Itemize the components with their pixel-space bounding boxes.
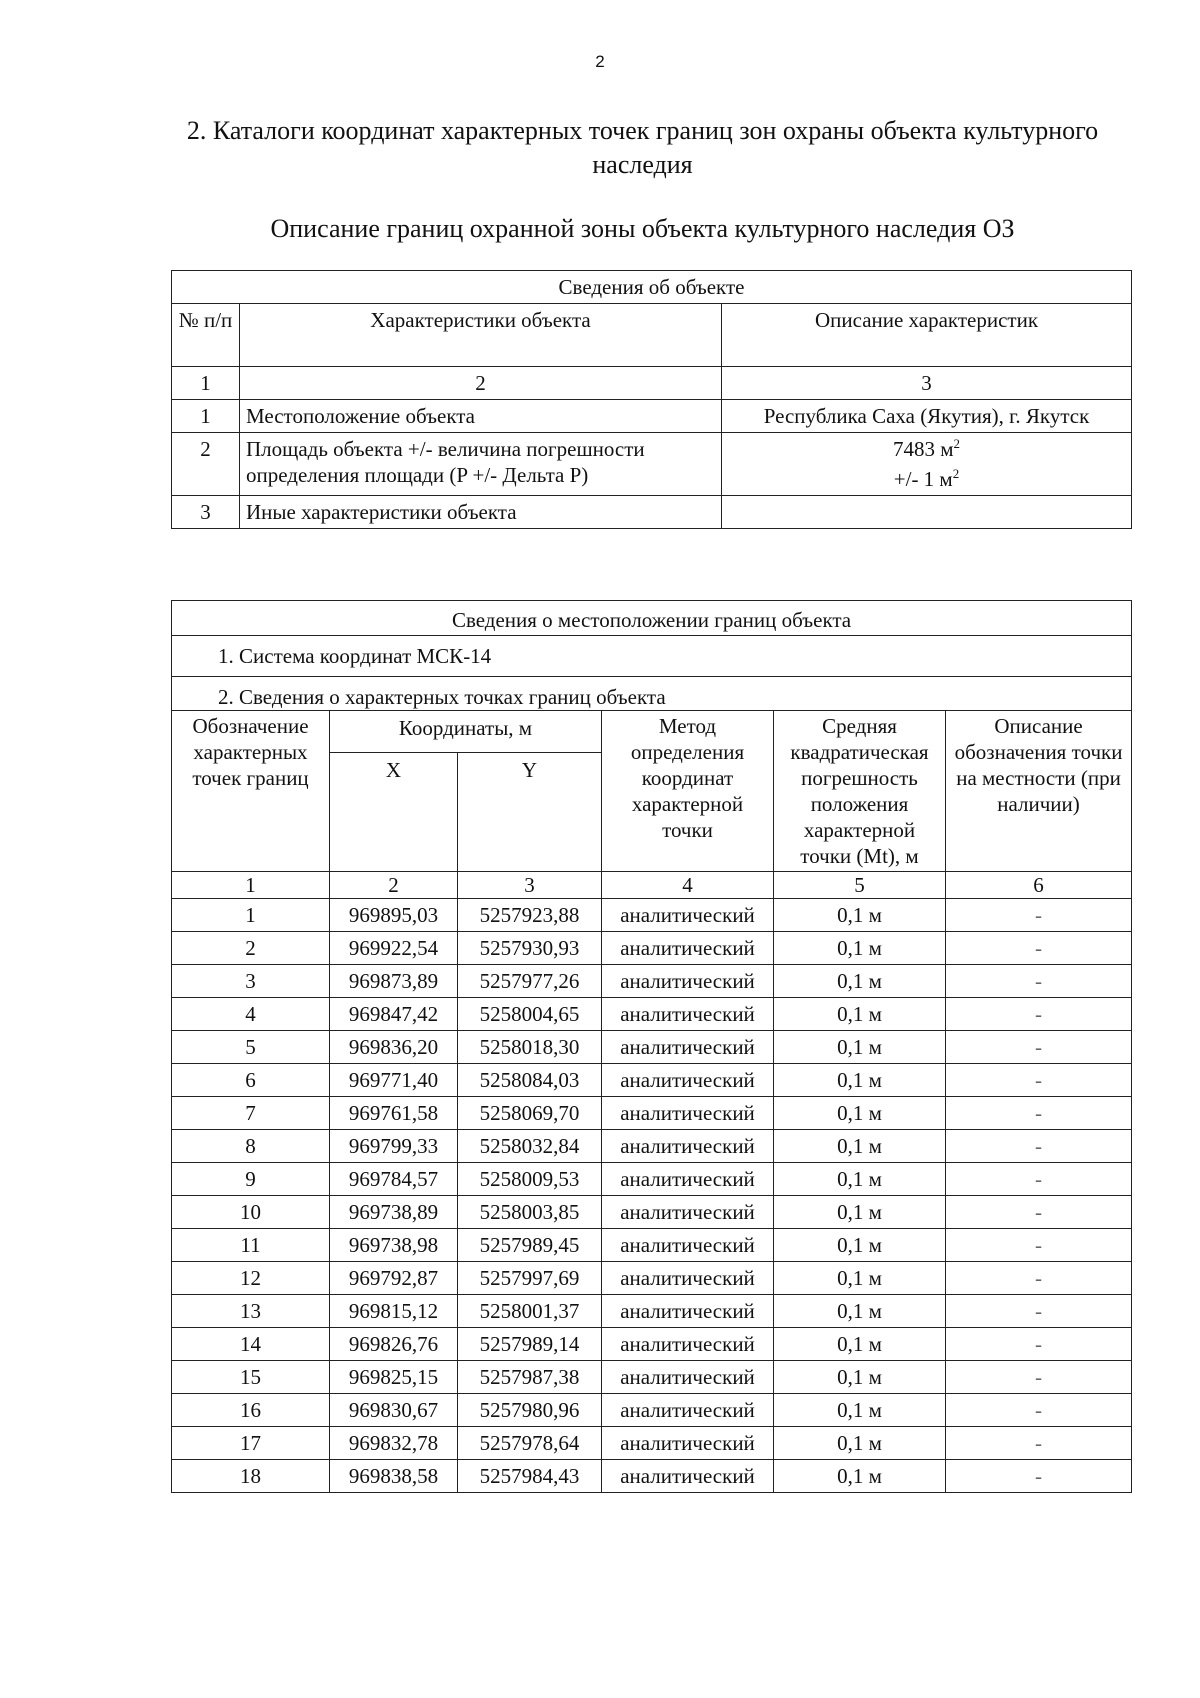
row-characteristic: Иные характеристики объекта (240, 496, 722, 529)
method: аналитический (602, 1130, 774, 1163)
point-description: - (946, 1031, 1132, 1064)
coord-y: 5257930,93 (458, 932, 602, 965)
col-number: 6 (946, 872, 1132, 899)
col-number: 3 (458, 872, 602, 899)
point-description: - (946, 1394, 1132, 1427)
table-row (172, 1097, 1132, 1130)
point-number: 5 (172, 1031, 330, 1064)
col-number: 3 (722, 367, 1132, 400)
tolerance-unit-exponent: 2 (952, 466, 960, 481)
table-row (172, 1229, 1132, 1262)
mean-error: 0,1 м (774, 1328, 946, 1361)
coord-y: 5258009,53 (458, 1163, 602, 1196)
col-header-num: № п/п (172, 304, 240, 367)
method: аналитический (602, 1328, 774, 1361)
points-heading: 2. Сведения о характерных точках границ объекта (172, 677, 1132, 711)
point-number: 1 (172, 899, 330, 932)
point-number: 12 (172, 1262, 330, 1295)
coord-y: 5257978,64 (458, 1427, 602, 1460)
method: аналитический (602, 1262, 774, 1295)
table-row (172, 1031, 1132, 1064)
coord-y: 5258018,30 (458, 1031, 602, 1064)
point-number: 11 (172, 1229, 330, 1262)
object-info-table (171, 270, 1132, 529)
coord-y: 5258004,65 (458, 998, 602, 1031)
point-number: 9 (172, 1163, 330, 1196)
point-number: 13 (172, 1295, 330, 1328)
point-description: - (946, 1097, 1132, 1130)
coord-y: 5257980,96 (458, 1394, 602, 1427)
coord-x: 969825,15 (330, 1361, 458, 1394)
row-description (722, 496, 1132, 529)
table-row (172, 1196, 1132, 1229)
location-table-title: Сведения о местоположении границ объекта (172, 601, 1132, 636)
coord-y: 5258069,70 (458, 1097, 602, 1130)
mean-error: 0,1 м (774, 1229, 946, 1262)
method: аналитический (602, 1295, 774, 1328)
point-number: 2 (172, 932, 330, 965)
point-description: - (946, 965, 1132, 998)
mean-error: 0,1 м (774, 899, 946, 932)
mean-error: 0,1 м (774, 965, 946, 998)
mean-error: 0,1 м (774, 1361, 946, 1394)
row-num: 1 (172, 400, 240, 433)
page-number: 2 (595, 52, 605, 71)
row-num: 3 (172, 496, 240, 529)
coord-x: 969832,78 (330, 1427, 458, 1460)
col-number: 1 (172, 872, 330, 899)
coord-x: 969838,58 (330, 1460, 458, 1493)
coord-y: 5257989,45 (458, 1229, 602, 1262)
point-number: 18 (172, 1460, 330, 1493)
table-row (172, 1361, 1132, 1394)
coord-x: 969922,54 (330, 932, 458, 965)
row-num: 2 (172, 433, 240, 496)
coord-x: 969761,58 (330, 1097, 458, 1130)
coord-x: 969836,20 (330, 1031, 458, 1064)
point-number: 3 (172, 965, 330, 998)
coordinate-system: 1. Система координат МСК-14 (172, 636, 1132, 677)
coord-x: 969784,57 (330, 1163, 458, 1196)
col-header-description: Описание характеристик (722, 304, 1132, 367)
table-row (172, 1064, 1132, 1097)
point-description: - (946, 1460, 1132, 1493)
col-number: 5 (774, 872, 946, 899)
table-row (172, 400, 1132, 433)
method: аналитический (602, 1163, 774, 1196)
coord-x: 969738,89 (330, 1196, 458, 1229)
method: аналитический (602, 899, 774, 932)
mean-error: 0,1 м (774, 1427, 946, 1460)
point-description: - (946, 998, 1132, 1031)
table-row (172, 433, 1132, 496)
col-number: 4 (602, 872, 774, 899)
coord-y: 5257989,14 (458, 1328, 602, 1361)
coord-x: 969815,12 (330, 1295, 458, 1328)
method: аналитический (602, 1229, 774, 1262)
table-row (172, 1163, 1132, 1196)
method: аналитический (602, 1031, 774, 1064)
point-number: 8 (172, 1130, 330, 1163)
point-description: - (946, 1295, 1132, 1328)
method: аналитический (602, 965, 774, 998)
coord-y: 5258003,85 (458, 1196, 602, 1229)
mean-error: 0,1 м (774, 1064, 946, 1097)
col-number: 2 (330, 872, 458, 899)
table-row (172, 965, 1132, 998)
row-characteristic: Местоположение объекта (240, 400, 722, 433)
header-error: Средняя квадратическая погрешность положения характерной точки (Mt), м (774, 711, 946, 872)
table-row (172, 1460, 1132, 1493)
col-header-characteristics: Характеристики объекта (240, 304, 722, 367)
method: аналитический (602, 998, 774, 1031)
point-number: 4 (172, 998, 330, 1031)
mean-error: 0,1 м (774, 932, 946, 965)
method: аналитический (602, 1460, 774, 1493)
mean-error: 0,1 м (774, 998, 946, 1031)
point-description: - (946, 932, 1132, 965)
method: аналитический (602, 1064, 774, 1097)
coord-y: 5257923,88 (458, 899, 602, 932)
zone-subheading: Описание границ охранной зоны объекта культурного наследия ОЗ (270, 214, 1015, 243)
coord-x: 969738,98 (330, 1229, 458, 1262)
method: аналитический (602, 1427, 774, 1460)
location-table (171, 600, 1132, 1493)
method: аналитический (602, 1196, 774, 1229)
coord-y: 5257977,26 (458, 965, 602, 998)
method: аналитический (602, 1361, 774, 1394)
table-row (172, 899, 1132, 932)
header-designation: Обозначение характерных точек границ (172, 711, 330, 872)
table-row (172, 1262, 1132, 1295)
col-number: 2 (240, 367, 722, 400)
row-characteristic: Площадь объекта +/- величина погрешности определения площади (P +/- Дельта P) (240, 433, 722, 496)
mean-error: 0,1 м (774, 1097, 946, 1130)
col-number: 1 (172, 367, 240, 400)
point-description: - (946, 1361, 1132, 1394)
method: аналитический (602, 1394, 774, 1427)
table-row (172, 496, 1132, 529)
point-number: 15 (172, 1361, 330, 1394)
area-tolerance: +/- 1 м (893, 467, 953, 491)
point-number: 17 (172, 1427, 330, 1460)
point-description: - (946, 1328, 1132, 1361)
coord-y: 5258084,03 (458, 1064, 602, 1097)
mean-error: 0,1 м (774, 1031, 946, 1064)
mean-error: 0,1 м (774, 1163, 946, 1196)
coord-x: 969830,67 (330, 1394, 458, 1427)
table-row (172, 1295, 1132, 1328)
point-number: 6 (172, 1064, 330, 1097)
section-heading: 2. Каталоги координат характерных точек границ зон охраны объекта культурного наследия (186, 116, 1099, 179)
point-number: 14 (172, 1328, 330, 1361)
coord-x: 969826,76 (330, 1328, 458, 1361)
mean-error: 0,1 м (774, 1262, 946, 1295)
point-description: - (946, 1064, 1132, 1097)
mean-error: 0,1 м (774, 1394, 946, 1427)
point-description: - (946, 1427, 1132, 1460)
area-unit-exponent: 2 (953, 436, 961, 451)
point-description: - (946, 899, 1132, 932)
point-description: - (946, 1196, 1132, 1229)
table-row (172, 932, 1132, 965)
header-y: Y (458, 753, 602, 872)
table-row (172, 1328, 1132, 1361)
point-number: 7 (172, 1097, 330, 1130)
coord-x: 969799,33 (330, 1130, 458, 1163)
coord-x: 969873,89 (330, 965, 458, 998)
point-number: 16 (172, 1394, 330, 1427)
method: аналитический (602, 1097, 774, 1130)
coord-y: 5257997,69 (458, 1262, 602, 1295)
mean-error: 0,1 м (774, 1295, 946, 1328)
table-row (172, 1427, 1132, 1460)
coord-y: 5257987,38 (458, 1361, 602, 1394)
coord-y: 5258001,37 (458, 1295, 602, 1328)
point-description: - (946, 1229, 1132, 1262)
point-description: - (946, 1163, 1132, 1196)
table-row (172, 1394, 1132, 1427)
header-description: Описание обозначения точки на местности (при наличии) (946, 711, 1132, 872)
coord-x: 969895,03 (330, 899, 458, 932)
area-value: 7483 м (892, 437, 954, 461)
header-x: X (330, 753, 458, 872)
row-description: Республика Саха (Якутия), г. Якутск (722, 400, 1132, 433)
coord-x: 969771,40 (330, 1064, 458, 1097)
mean-error: 0,1 м (774, 1460, 946, 1493)
method: аналитический (602, 932, 774, 965)
point-description: - (946, 1262, 1132, 1295)
header-coordinates: Координаты, м (330, 711, 602, 753)
mean-error: 0,1 м (774, 1130, 946, 1163)
header-method: Метод определения координат характерной точки (602, 711, 774, 872)
point-description: - (946, 1130, 1132, 1163)
coord-y: 5257984,43 (458, 1460, 602, 1493)
point-number: 10 (172, 1196, 330, 1229)
coord-x: 969847,42 (330, 998, 458, 1031)
table-row (172, 1130, 1132, 1163)
object-table-title: Сведения об объекте (172, 271, 1132, 304)
coord-y: 5258032,84 (458, 1130, 602, 1163)
row-description (722, 433, 1132, 496)
coord-x: 969792,87 (330, 1262, 458, 1295)
mean-error: 0,1 м (774, 1196, 946, 1229)
table-row (172, 998, 1132, 1031)
